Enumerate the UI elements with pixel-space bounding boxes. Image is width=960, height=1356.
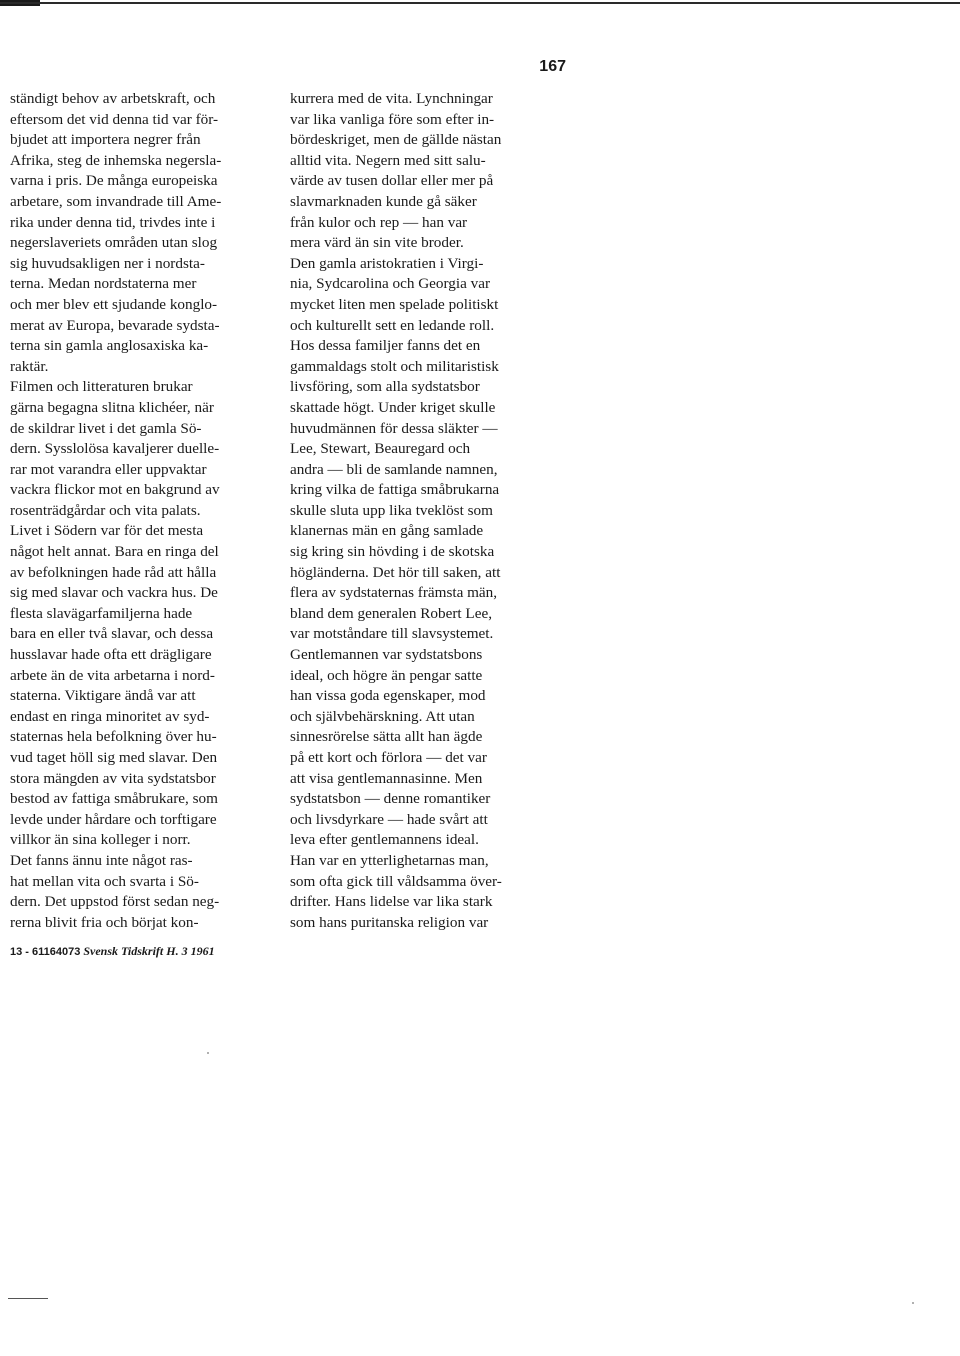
right-column-line: nia, Sydcarolina och Georgia var xyxy=(290,275,491,293)
left-column-line: levde under hårdare och torftigare xyxy=(10,810,217,828)
right-column-line: Hos dessa familjer fanns det en xyxy=(290,337,481,355)
right-column-line: klanernas män en gång samlade xyxy=(290,522,484,540)
left-column-line: vud taget höll sig med slavar. Den xyxy=(10,749,218,766)
left-column-line: rerna blivit fria och börjat kon- xyxy=(10,913,199,931)
left-text-column xyxy=(10,89,282,933)
right-column-line: var lika vanliga före som efter in- xyxy=(290,110,495,128)
left-column-line: villkor än sina kolleger i norr. xyxy=(10,831,191,849)
left-column-line: flesta slavägarfamiljerna hade xyxy=(10,604,193,622)
right-column-line: kurrera med de vita. Lynchningar xyxy=(290,90,493,107)
left-column-line: ständigt behov av arbetskraft, och xyxy=(10,90,216,107)
left-column-line: terna sin gamla anglosaxiska ka- xyxy=(10,337,209,355)
left-column-line: staternas hela befolkning över hu- xyxy=(10,728,217,746)
right-column-line: och livsdyrkare — hade svårt att xyxy=(290,810,488,828)
right-column-line: sig kring sin hövding i de skotska xyxy=(290,543,495,561)
left-column-line: Filmen och litteraturen brukar xyxy=(10,378,193,396)
left-column-line: staterna. Viktigare ändå var att xyxy=(10,687,196,705)
left-column-line: bjudet att importera negrer från xyxy=(10,131,201,149)
right-column-line: huvudmännen för dessa släkter — xyxy=(290,419,498,437)
right-column-line: alltid vita. Negern med sitt salu- xyxy=(290,151,486,169)
right-text-column xyxy=(290,89,566,933)
footer-print-code: 13 - 61164073 xyxy=(10,946,81,958)
right-column-line: skattade högt. Under kriget skulle xyxy=(290,398,496,416)
right-column-line: sinnesrörelse sätta allt han ägde xyxy=(290,728,483,746)
right-column-line: Gentlemannen var sydstatsbons xyxy=(290,646,483,664)
left-column-line: gärna begagna slitna klichéer, när xyxy=(10,398,214,416)
right-column-line: skulle sluta upp lika tveklöst som xyxy=(290,501,493,519)
left-column-line: bestod av fattiga småbrukare, som xyxy=(10,790,218,808)
left-column-line: rar mot varandra eller uppvaktar xyxy=(10,460,207,478)
right-column-line: och självbehärskning. Att utan xyxy=(290,707,475,725)
scan-speck xyxy=(912,1302,914,1304)
left-column-line: terna. Medan nordstaterna mer xyxy=(10,275,197,293)
right-column-line: Den gamla aristokratien i Virgi- xyxy=(290,254,484,272)
right-column-line: sydstatsbon — denne romantiker xyxy=(290,790,491,808)
right-column-line: högländerna. Det hör till saken, att xyxy=(290,563,501,581)
page-footer xyxy=(10,943,215,960)
right-column-line: från kulor och rep — han var xyxy=(290,213,468,231)
left-column-line: raktär. xyxy=(10,357,49,375)
left-column-line: Afrika, steg de inhemska negersla- xyxy=(10,151,222,169)
left-column-line: dern. Sysslolösa kavaljerer duelle- xyxy=(10,440,220,458)
left-column-line: eftersom det vid denna tid var för- xyxy=(10,110,219,128)
left-column-line: bara en eller två slavar, och dessa xyxy=(10,625,214,643)
left-column-line: av befolkningen hade råd att hålla xyxy=(10,563,217,581)
left-column-line: dern. Det uppstod först sedan neg- xyxy=(10,893,220,911)
right-column-line: andra — bli de samlande namnen, xyxy=(290,460,498,478)
left-column-line: Livet i Södern var för det mesta xyxy=(10,522,204,540)
right-column-line: gammaldags stolt och militaristisk xyxy=(290,357,499,375)
right-column-line: bördeskriget, men de gällde nästan xyxy=(290,131,502,149)
right-column-line: drifter. Hans lidelse var lika stark xyxy=(290,893,493,911)
right-column-line: som ofta gick till våldsamma över- xyxy=(290,872,502,890)
right-column-line: att visa gentlemannasinne. Men xyxy=(290,769,483,787)
left-column-line: endast en ringa minoritet av syd- xyxy=(10,707,210,725)
left-column-line: de skildrar livet i det gamla Sö- xyxy=(10,419,202,437)
left-column-line: negerslaveriets områden utan slog xyxy=(10,234,218,252)
footer-journal-issue: Svensk Tidskrift H. 3 1961 xyxy=(83,944,215,958)
bottom-edge-rule xyxy=(8,1298,48,1299)
left-column-line: stora mängden av vita sydstatsbor xyxy=(10,769,216,787)
right-column-line: mera värd än sin vite broder. xyxy=(290,234,464,252)
right-column-line: var motståndare till slavsystemet. xyxy=(290,625,494,643)
left-column-line: arbetare, som invandrade till Ame- xyxy=(10,192,222,210)
left-column-line: merat av Europa, bevarade sydsta- xyxy=(10,316,220,334)
right-column-line: på ett kort och förlora — det var xyxy=(290,749,487,766)
top-edge-rule xyxy=(0,2,960,4)
right-column-line: bland dem generalen Robert Lee, xyxy=(290,604,492,622)
left-column-line: hat mellan vita och svarta i Sö- xyxy=(10,872,199,890)
scan-speck xyxy=(207,1052,209,1054)
right-column-line: kring vilka de fattiga småbrukarna xyxy=(290,481,500,499)
left-column-line: sig huvudsakligen ner i nordsta- xyxy=(10,254,205,272)
right-column-line: ideal, och högre än pengar satte xyxy=(290,666,483,684)
right-column-line: värde av tusen dollar eller mer på xyxy=(290,172,494,190)
right-column-line: Han var en ytterlighetarnas man, xyxy=(290,851,489,869)
right-column-line: och kulturellt sett en ledande roll. xyxy=(290,316,495,334)
right-column-line: mycket liten men spelade politiskt xyxy=(290,295,499,313)
right-column-line: han vissa goda egenskaper, mod xyxy=(290,687,486,705)
right-column-line: leva efter gentlemannens ideal. xyxy=(290,831,479,849)
right-column-line: flera av sydstaternas främsta män, xyxy=(290,584,498,602)
right-column-line: som hans puritanska religion var xyxy=(290,913,489,931)
left-column-line: vackra flickor mot en bakgrund av xyxy=(10,481,220,499)
page-number: 167 xyxy=(539,58,566,75)
right-column-line: Lee, Stewart, Beauregard och xyxy=(290,440,471,458)
left-column-line: husslavar hade ofta ett drägligare xyxy=(10,646,212,664)
left-column-line: och mer blev ett sjudande konglo- xyxy=(10,295,218,313)
right-column-line: livsföring, som alla sydstatsbor xyxy=(290,378,480,396)
left-column-line: rosenträdgårdar och vita palats. xyxy=(10,501,201,519)
left-column-line: rika under denna tid, trivdes inte i xyxy=(10,213,216,231)
left-column-line: arbete än de vita arbetarna i nord- xyxy=(10,666,215,684)
left-column-line: något helt annat. Bara en ringa del xyxy=(10,543,219,561)
right-column-line: slavmarknaden kunde gå säker xyxy=(290,192,477,210)
left-column-line: Det fanns ännu inte något ras- xyxy=(10,851,193,869)
left-column-line: sig med slavar och vackra hus. De xyxy=(10,584,218,602)
left-column-line: varna i pris. De många europeiska xyxy=(10,172,218,190)
